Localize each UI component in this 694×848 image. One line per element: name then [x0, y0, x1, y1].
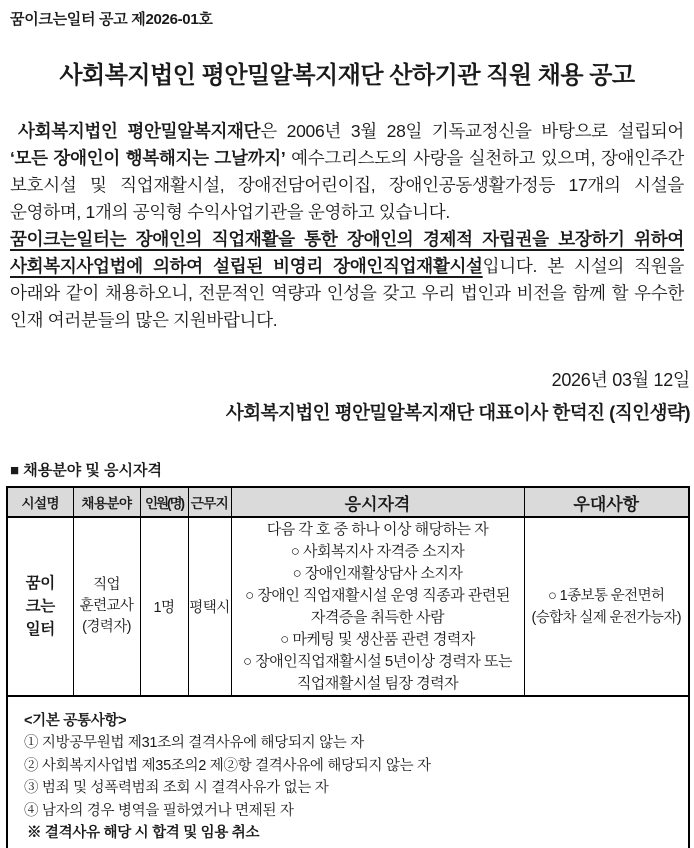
common-requirements-cell: [7, 696, 689, 848]
common-requirements-row: [7, 696, 689, 848]
column-header-facility: 시설명: [7, 487, 73, 517]
qualifications-cell: [231, 517, 524, 696]
table-header-row: [7, 487, 689, 517]
common-requirements-list: ① 지방공무원법 제31조의 결격사유에 해당되지 않는 자 ② 사회복지사업법 제35조의2 제②항 결격사유에 해당되지 않는 자 ③ 범죄 및 성폭력범죄 조회 시 결격사유가 없는 자 ④ 남자의 경우 병역을 필하였거나 면제된 자: [24, 735, 431, 819]
qualifications-intro: 다음 각 호 중 하나 이상 해당하는 자: [266, 520, 489, 538]
column-header-count: 인원(명): [140, 487, 188, 517]
announcement-date: 2026년 03월 12일: [551, 370, 690, 390]
section-heading-recruitment: ■ 채용분야 및 응시자격: [10, 462, 162, 479]
preferences-cell: ○ 1종보통 운전면허 (승합차 실제 운전가능자): [524, 517, 689, 696]
recruitment-table: [6, 486, 690, 848]
column-header-qualifications: 응시자격: [231, 487, 524, 517]
signature-line: 사회복지법인 평안밀알복지재단 대표이사 한덕진 (직인생략): [225, 402, 690, 423]
column-header-position: 채용분야: [73, 487, 140, 517]
intro-text: [10, 118, 684, 334]
common-requirements-title: <기본 공통사항>: [24, 713, 127, 729]
facility-name-cell: 꿈이 크는 일터: [7, 517, 73, 696]
work-location-cell: 평택시: [188, 517, 231, 696]
headcount-cell: 1명: [140, 517, 188, 696]
qualifications-list: ○ 사회복지사 자격증 소지자 ○ 장애인재활상담사 소지자 ○ 장애인 직업재활시설 운영 직종과 관련된 자격증을 취득한 사람 ○ 마케팅 및 생산품 관련 경력자 ○ 장애인직업재활시설 5년이상 경력자 또는 직업재활시설 팀장 경력자: [243, 542, 512, 692]
position-cell: 직업 훈련교사 (경력자): [73, 517, 140, 696]
column-header-location: 근무지: [188, 487, 231, 517]
doc-number: 꿈이크는일터 공고 제2026-01호: [10, 11, 213, 28]
intro-paragraph-2: 꿈이크는일터는 장애인의 직업재활을 통한 장애인의 경제적 자립권을 보장하기 위하여 사회복지사업법에 의하여 설립된 비영리 장애인직업재활시설입니다. 본 시설의 직원을 아래와 같이 채용하오니, 전문적인 역량과 인성을 갖고 우리 법인과 비전을 함께 할 우수한 인재 여러분들의 많은 지원바랍니다.: [10, 229, 684, 330]
disqualification-note: ※ 결격사유 해당 시 합격 및 임용 취소: [27, 825, 260, 841]
table-row: [7, 517, 689, 696]
column-header-preferences: 우대사항: [524, 487, 689, 517]
page-title: 사회복지법인 평안밀알복지재단 산하기관 직원 채용 공고: [59, 62, 635, 89]
intro-paragraph-1: 사회복지법인 평안밀알복지재단은 2006년 3월 28일 기독교정신을 바탕으로 설립되어 ‘모든 장애인이 행복해지는 그날까지’ 예수그리스도의 사랑을 실천하고 있으며, 장애인주간 보호시설 및 직업재활시설, 장애전담어린이집, 장애인공동생활가정등 17개의 시설을 운영하며, 1개의 공익형 수익사업기관을 운영하고 있습니다.: [10, 121, 685, 222]
